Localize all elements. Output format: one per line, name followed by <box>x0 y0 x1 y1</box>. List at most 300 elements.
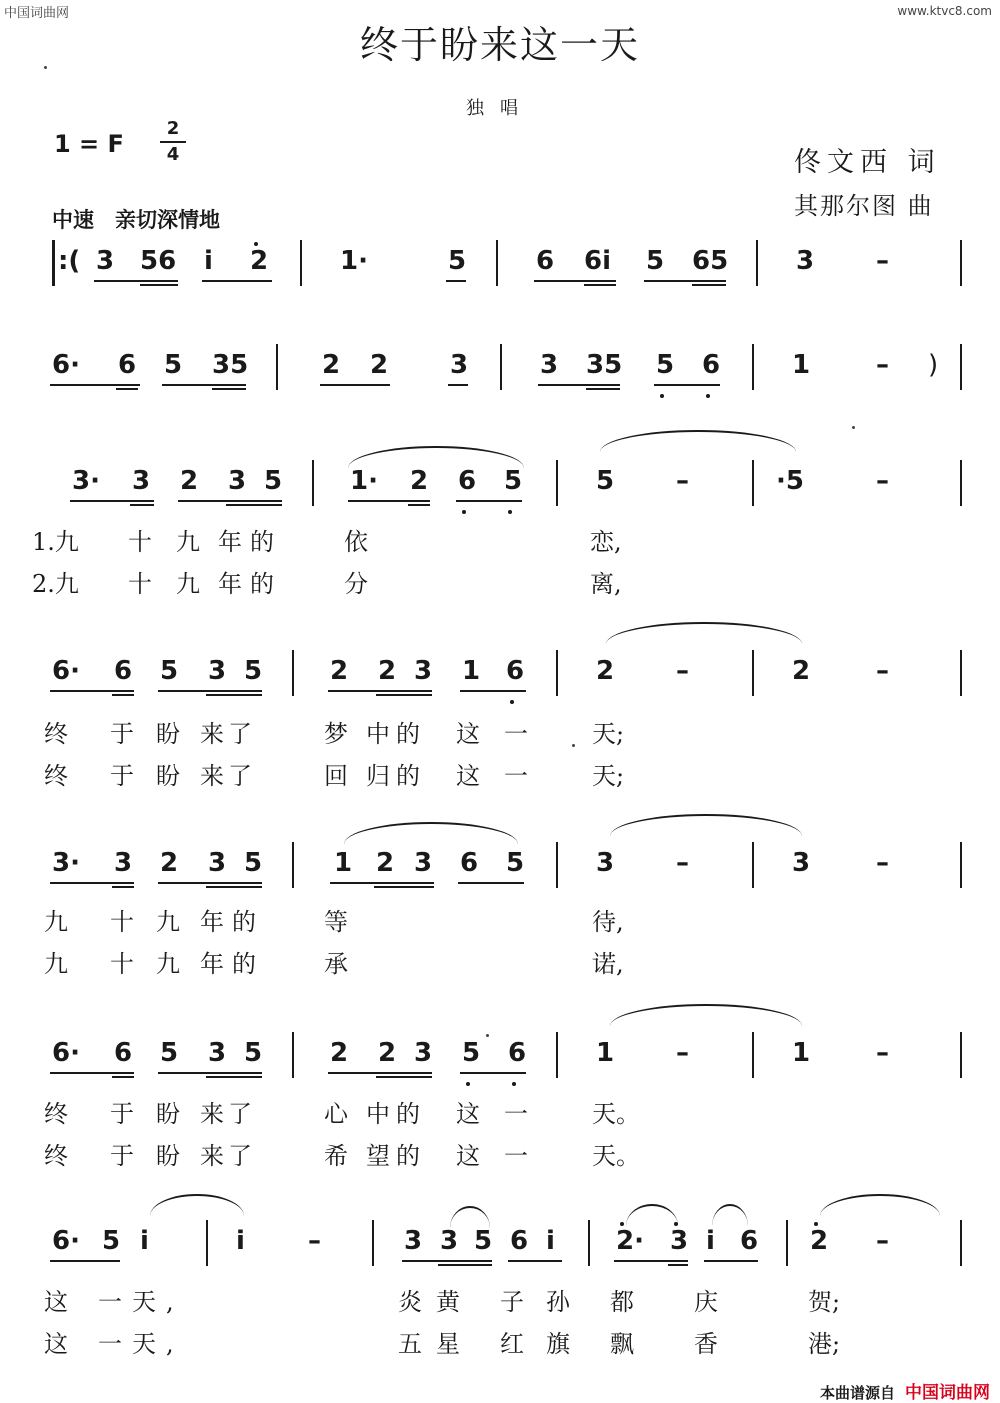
dash: – <box>876 656 889 686</box>
time-signature-top: 2 <box>166 118 180 139</box>
beam <box>692 284 726 286</box>
notation-row-2 <box>0 344 1000 390</box>
beam <box>112 886 134 888</box>
barline <box>752 460 754 506</box>
notation-row-1 <box>0 240 1000 286</box>
barline <box>786 1220 788 1266</box>
slur <box>450 1206 490 1228</box>
note: 6 <box>740 1226 759 1256</box>
note: 1 <box>792 350 811 380</box>
note: 5 <box>474 1226 493 1256</box>
beam <box>584 284 616 286</box>
lyric: 庆 <box>694 1288 718 1316</box>
low-octave-dot <box>706 394 710 398</box>
octave-dot <box>814 1222 818 1226</box>
lyric: 2.九 <box>32 570 79 598</box>
barline <box>292 842 294 888</box>
note: 5 <box>264 466 283 496</box>
slur <box>348 446 524 468</box>
lyric-row-3-verse-1 <box>0 522 1000 556</box>
note: 3 <box>796 246 815 276</box>
note: 2 <box>410 466 429 496</box>
lyric: 天。 <box>592 1142 640 1170</box>
note: 3 <box>404 1226 423 1256</box>
barline <box>372 1220 374 1266</box>
slur <box>626 1204 678 1226</box>
beam <box>320 384 390 386</box>
beam <box>206 886 262 888</box>
barline <box>312 460 314 506</box>
note: i <box>546 1226 555 1256</box>
note: 1 <box>792 1038 811 1068</box>
lyric: 星 <box>436 1330 460 1358</box>
note: 3 <box>208 656 227 686</box>
notation-row-6 <box>0 1032 1000 1078</box>
barline <box>556 460 558 506</box>
beam <box>704 1260 758 1262</box>
beam <box>538 384 620 386</box>
lyric: 年的 <box>200 908 264 936</box>
barline <box>500 344 502 390</box>
beam <box>446 280 466 282</box>
lyric: 离, <box>590 570 622 598</box>
note: 2 <box>376 848 395 878</box>
lyric: 五 <box>398 1330 422 1358</box>
note: 2 <box>322 350 341 380</box>
tie <box>820 1194 940 1216</box>
beam <box>70 500 154 502</box>
note: 2 <box>250 246 269 276</box>
beam <box>668 1264 688 1266</box>
lyric: 恋, <box>590 528 622 556</box>
lyric: 回 <box>324 762 348 790</box>
beam <box>116 388 138 390</box>
barline <box>752 842 754 888</box>
lyric: 终 <box>44 720 68 748</box>
dash: – <box>676 848 689 878</box>
beam <box>586 388 620 390</box>
lyric: 盼 <box>156 1142 180 1170</box>
octave-dot <box>620 1222 624 1226</box>
note: 6· <box>52 1038 80 1068</box>
beam <box>206 694 262 696</box>
lyric: 天; <box>592 762 625 790</box>
barline <box>960 344 962 390</box>
beam <box>458 882 524 884</box>
beam <box>112 1076 134 1078</box>
tie <box>606 622 802 644</box>
barline <box>752 1032 754 1078</box>
note: 2 <box>370 350 389 380</box>
lyric-row-5-verse-2 <box>0 944 1000 978</box>
note: 3 <box>596 848 615 878</box>
note: 2 <box>792 656 811 686</box>
barline <box>588 1220 590 1266</box>
beam <box>158 690 262 692</box>
lyric: 归的 <box>366 762 426 790</box>
lyric: 十 <box>110 908 134 936</box>
octave-dot <box>254 242 258 246</box>
note: 3 <box>670 1226 689 1256</box>
note: 6· <box>52 656 80 686</box>
notation-row-5 <box>0 842 1000 888</box>
beam <box>508 1260 562 1262</box>
note: 6 <box>118 350 137 380</box>
beam <box>94 280 178 282</box>
lyric-row-7-verse-2 <box>0 1324 1000 1358</box>
beam <box>202 280 272 282</box>
lyric: 九 <box>156 908 180 936</box>
beam <box>50 882 134 884</box>
note: 5 <box>646 246 665 276</box>
lyric: 1.九 <box>32 528 79 556</box>
lyric: 分 <box>344 570 368 598</box>
lyric: 中的 <box>366 720 426 748</box>
note: 2 <box>180 466 199 496</box>
note: 6 <box>114 656 133 686</box>
tempo-marking: 中速 亲切深情地 <box>52 208 220 232</box>
lyric: 年的 <box>200 950 264 978</box>
beam <box>654 384 720 386</box>
beam <box>460 1072 526 1074</box>
lyric: 来了 <box>200 1100 256 1128</box>
note: 6 <box>460 848 479 878</box>
beam <box>158 882 262 884</box>
beam <box>460 690 526 692</box>
beam <box>162 384 246 386</box>
note: 2 <box>810 1226 829 1256</box>
octave-dot <box>674 1222 678 1226</box>
lyric: 十 <box>128 570 152 598</box>
beam <box>402 1260 492 1262</box>
note: 6· <box>52 1226 80 1256</box>
note: 5 <box>160 656 179 686</box>
dash: – <box>876 1038 889 1068</box>
barline <box>292 1032 294 1078</box>
beam <box>348 500 430 502</box>
note: 5 <box>506 848 525 878</box>
lyric: 这 <box>456 720 480 748</box>
scan-speck <box>486 1034 489 1037</box>
lyric: 承 <box>324 950 348 978</box>
lyric-row-5-verse-1 <box>0 902 1000 936</box>
lyric: 这 <box>44 1288 68 1316</box>
performance-type: 独唱 <box>466 98 534 119</box>
lyric: 盼 <box>156 762 180 790</box>
lyric-row-4-verse-2 <box>0 756 1000 790</box>
lyric: 红 <box>500 1330 524 1358</box>
note: 2 <box>596 656 615 686</box>
low-octave-dot <box>508 510 512 514</box>
note: 1 <box>596 1038 615 1068</box>
note: 3· <box>52 848 80 878</box>
lyric: 九 <box>44 950 68 978</box>
barline <box>206 1220 208 1266</box>
dash: – <box>308 1226 321 1256</box>
notation-row-7 <box>0 1220 1000 1266</box>
beam <box>226 504 282 506</box>
lyric: 中的 <box>366 1100 426 1128</box>
beam <box>50 690 134 692</box>
note: 2 <box>330 1038 349 1068</box>
lyric: 于 <box>110 762 134 790</box>
lyric: 心 <box>324 1100 348 1128</box>
lyric: 天; <box>592 720 625 748</box>
lyric: 终 <box>44 762 68 790</box>
beam <box>206 1076 262 1078</box>
note: 1 <box>334 848 353 878</box>
time-signature-bottom: 4 <box>166 144 180 165</box>
note-group: 35 <box>586 350 623 380</box>
barline <box>556 842 558 888</box>
beam <box>112 694 134 696</box>
lyric: 贺; <box>808 1288 841 1316</box>
note: 3 <box>114 848 133 878</box>
barline <box>960 842 962 888</box>
barline <box>960 460 962 506</box>
lyric: 盼 <box>156 720 180 748</box>
note: 3 <box>540 350 559 380</box>
scan-speck <box>852 426 855 429</box>
beam <box>50 1260 120 1262</box>
low-octave-dot <box>510 700 514 704</box>
lyric: 于 <box>110 1100 134 1128</box>
lyric: 子 <box>500 1288 524 1316</box>
notation-row-4 <box>0 650 1000 696</box>
note: 6 <box>702 350 721 380</box>
lyric: 飘 <box>610 1330 634 1358</box>
beam <box>158 1072 262 1074</box>
beam <box>178 500 282 502</box>
lyric-row-7-verse-1 <box>0 1282 1000 1316</box>
slur <box>344 822 518 844</box>
beam <box>456 500 522 502</box>
note: 3 <box>208 848 227 878</box>
barline <box>960 240 962 286</box>
note: 6· <box>52 350 80 380</box>
lyric-row-3-verse-2 <box>0 564 1000 598</box>
source-credit <box>820 1378 990 1403</box>
tie <box>610 1004 802 1026</box>
lyric: 天。 <box>592 1100 640 1128</box>
lyric-row-4-verse-1 <box>0 714 1000 748</box>
lyric: 这 <box>456 762 480 790</box>
low-octave-dot <box>512 1082 516 1086</box>
note: 2 <box>378 1038 397 1068</box>
barline <box>300 240 302 286</box>
time-signature-bar <box>160 141 186 143</box>
lyric: 都 <box>610 1288 634 1316</box>
dash: – <box>876 848 889 878</box>
lyric-row-6-verse-1 <box>0 1094 1000 1128</box>
note: 6 <box>510 1226 529 1256</box>
lyric: 这 <box>456 1142 480 1170</box>
lyric: 黄 <box>436 1288 460 1316</box>
lyric: 九 <box>156 950 180 978</box>
lyric: 一 <box>504 1142 528 1170</box>
lyric: 于 <box>110 1142 134 1170</box>
note: 3 <box>208 1038 227 1068</box>
lyric: 终 <box>44 1100 68 1128</box>
lyric: 一天, <box>98 1330 184 1358</box>
lyric: 炎 <box>398 1288 422 1316</box>
lyric: 九 <box>176 528 200 556</box>
dash: – <box>876 246 889 276</box>
beam <box>140 284 178 286</box>
note: 5 <box>504 466 523 496</box>
lyric: 九 <box>176 570 200 598</box>
note: 5 <box>448 246 467 276</box>
lyric: 望的 <box>366 1142 426 1170</box>
note: ·5 <box>776 466 804 496</box>
note-group: 35 <box>212 350 249 380</box>
repeat-barline <box>52 240 55 286</box>
lyric: 旗 <box>546 1330 570 1358</box>
lyric: 年的 <box>218 570 282 598</box>
source-prefix: 本曲谱源自 <box>819 1384 895 1402</box>
note: 3 <box>414 1038 433 1068</box>
lyric: 来了 <box>200 762 256 790</box>
lyricist-credit: 佟文西 词 <box>794 147 941 178</box>
barline <box>556 650 558 696</box>
lyric: 一 <box>504 1100 528 1128</box>
lyric: 待, <box>592 908 624 936</box>
lyric: 来了 <box>200 720 256 748</box>
barline <box>556 1032 558 1078</box>
scan-speck <box>572 744 575 747</box>
lyric: 依 <box>344 528 368 556</box>
barline <box>752 344 754 390</box>
beam <box>376 1076 432 1078</box>
note: 5 <box>656 350 675 380</box>
source-site: 中国词曲网 <box>905 1383 990 1403</box>
lyric: 盼 <box>156 1100 180 1128</box>
low-octave-dot <box>466 1082 470 1086</box>
tie <box>600 430 796 452</box>
lyric-row-6-verse-2 <box>0 1136 1000 1170</box>
note: 2 <box>330 656 349 686</box>
lyric: 于 <box>110 720 134 748</box>
slur <box>712 1204 748 1226</box>
beam <box>130 504 154 506</box>
note: 5 <box>244 848 263 878</box>
note: 3 <box>414 848 433 878</box>
beam <box>614 1260 688 1262</box>
lyric: 一 <box>504 762 528 790</box>
note: 6 <box>536 246 555 276</box>
lyric: 孙 <box>546 1288 570 1316</box>
note: 3 <box>132 466 151 496</box>
tie <box>610 814 802 836</box>
dash: – <box>676 1038 689 1068</box>
note: 5 <box>160 1038 179 1068</box>
note: 5 <box>596 466 615 496</box>
note: 5 <box>102 1226 121 1256</box>
lyric: 来了 <box>200 1142 256 1170</box>
note: 5 <box>462 1038 481 1068</box>
song-title: 终于盼来这一天 <box>359 23 640 67</box>
note: i <box>706 1226 715 1256</box>
barline <box>276 344 278 390</box>
note-group: 6i <box>584 246 612 276</box>
note: 1 <box>462 656 481 686</box>
note: 5 <box>244 1038 263 1068</box>
note: 3 <box>450 350 469 380</box>
barline <box>960 1032 962 1078</box>
barline <box>292 650 294 696</box>
note: 1· <box>350 466 378 496</box>
note: 2· <box>616 1226 644 1256</box>
note: 5 <box>164 350 183 380</box>
watermark-right: www.ktvc8.com <box>897 4 992 18</box>
beam <box>328 690 432 692</box>
low-octave-dot <box>660 394 664 398</box>
note: i <box>236 1226 245 1256</box>
beam <box>374 886 434 888</box>
note: 5 <box>244 656 263 686</box>
note: i <box>204 246 213 276</box>
lyric: 九 <box>44 908 68 936</box>
notation-row-3 <box>0 460 1000 506</box>
lyric: 年的 <box>218 528 282 556</box>
beam <box>328 1072 432 1074</box>
lyric: 诺, <box>592 950 624 978</box>
note-group: 65 <box>692 246 729 276</box>
lyric: 等 <box>324 908 348 936</box>
note: i <box>140 1226 149 1256</box>
beam <box>448 384 468 386</box>
note: 3 <box>414 656 433 686</box>
time-signature <box>160 118 186 166</box>
lyric: 这 <box>44 1330 68 1358</box>
dash: – <box>876 1226 889 1256</box>
beam <box>534 280 616 282</box>
beam <box>376 694 432 696</box>
barline <box>752 650 754 696</box>
lyric: 梦 <box>324 720 348 748</box>
note: 6 <box>114 1038 133 1068</box>
note: 2 <box>160 848 179 878</box>
note: 6 <box>508 1038 527 1068</box>
dash: – <box>876 466 889 496</box>
lyric: 香 <box>694 1330 718 1358</box>
lyric: 这 <box>456 1100 480 1128</box>
scan-speck <box>44 66 47 69</box>
low-octave-dot <box>462 510 466 514</box>
repeat-sign: :( <box>58 246 81 276</box>
barline <box>496 240 498 286</box>
note: 3 <box>228 466 247 496</box>
dash: – <box>676 466 689 496</box>
dash: – <box>676 656 689 686</box>
note: 6 <box>458 466 477 496</box>
beam <box>644 280 726 282</box>
close-parenthesis: ) <box>928 350 939 380</box>
beam <box>438 1264 492 1266</box>
beam <box>50 384 140 386</box>
dash: – <box>876 350 889 380</box>
lyric: 终 <box>44 1142 68 1170</box>
composer-credit: 其那尔图 曲 <box>794 192 934 220</box>
watermark-left: 中国词曲网 <box>4 6 70 21</box>
beam <box>50 1072 134 1074</box>
tie <box>150 1194 244 1216</box>
note: 3· <box>72 466 100 496</box>
lyric: 希 <box>324 1142 348 1170</box>
note: 6 <box>506 656 525 686</box>
lyric: 港; <box>808 1330 841 1358</box>
key-signature: 1 = F <box>54 130 124 158</box>
